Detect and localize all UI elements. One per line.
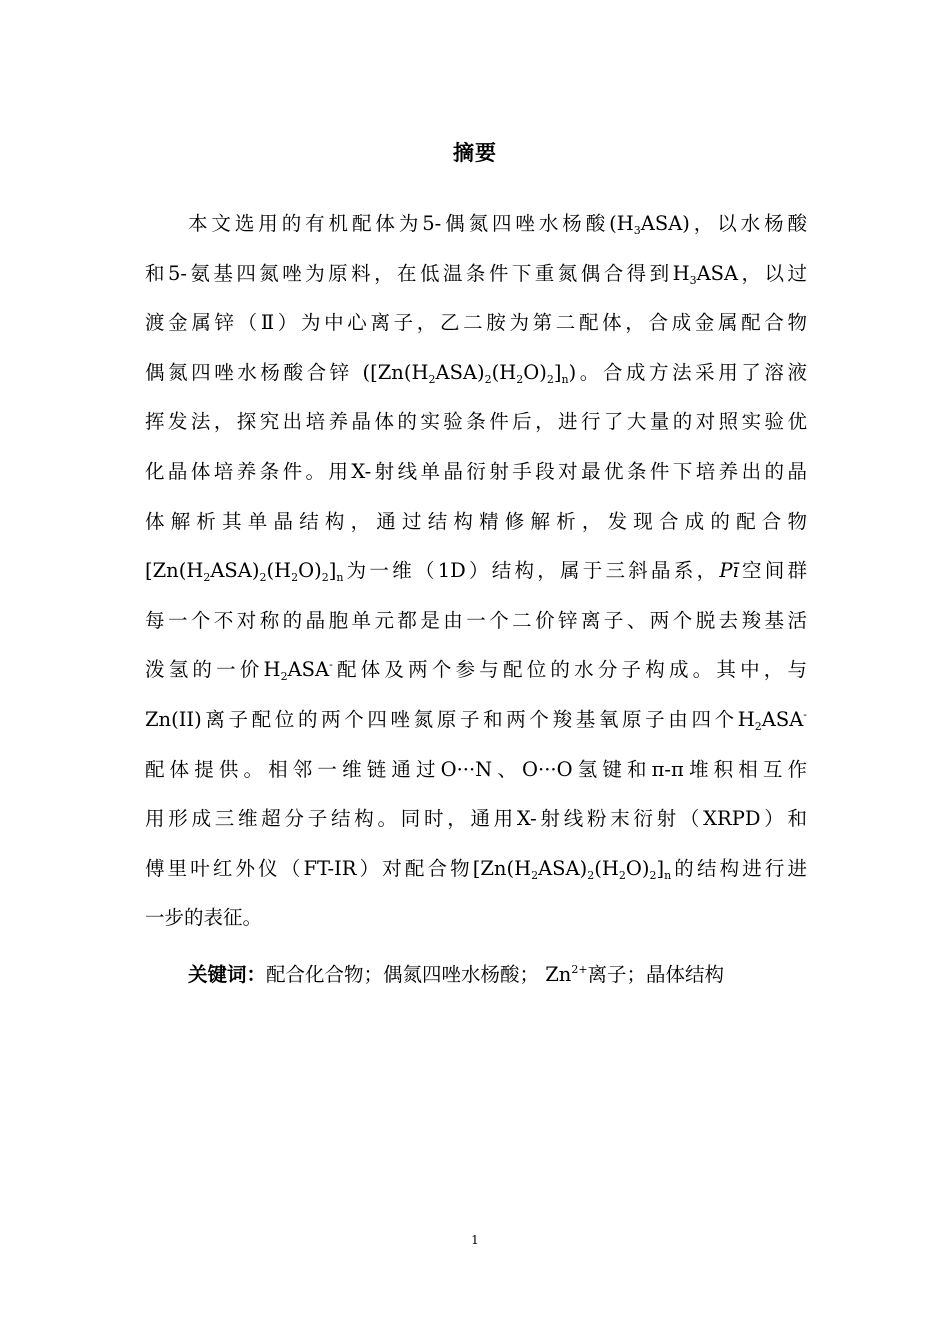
- text-run: ASA): [538, 856, 588, 880]
- text-run: (H: [491, 360, 517, 384]
- text-run: ASA): [435, 360, 485, 384]
- subscript: 2: [321, 571, 329, 585]
- abstract-line: [145, 546, 807, 596]
- subscript: 2: [618, 868, 626, 882]
- text-run: ASA: [761, 707, 804, 731]
- abstract-line: 配体提供。相邻一维链通过O···N、O···O氢键和π-π堆积相互作: [145, 757, 807, 781]
- text-run: ]: [553, 360, 562, 384]
- page-number: 1: [471, 1233, 479, 1247]
- subscript: 2: [428, 372, 436, 386]
- space-group-symbol: ī: [732, 559, 739, 583]
- abstract-line: [145, 695, 807, 745]
- subscript: 2: [280, 670, 288, 684]
- abstract-line: [145, 249, 807, 299]
- text-run: 泼氢的一价H: [145, 658, 281, 682]
- text-run: 偶氮四唑水杨酸合锌 ([Zn(H: [145, 360, 429, 384]
- text-run: O): [523, 360, 547, 384]
- keywords-line: [188, 950, 828, 1000]
- abstract-line: 化晶体培养条件。用X-射线单晶衍射手段对最优条件下培养出的晶: [145, 459, 807, 483]
- keywords-text: 配合化合物；偶氮四唑水杨酸； Zn: [266, 963, 572, 986]
- text-run: 的结构进行进: [671, 856, 807, 880]
- text-run: ASA: [287, 658, 330, 682]
- text-run: (H: [594, 856, 619, 880]
- subscript: 3: [633, 224, 641, 237]
- text-run: 和5-氨基四氮唑为原料，在低温条件下重氮偶合得到H: [145, 261, 690, 285]
- text-run: (H: [266, 559, 292, 583]
- text-run: 空间群: [738, 559, 807, 583]
- text-run: O): [625, 856, 650, 880]
- text-run: O): [298, 559, 322, 583]
- abstract-line: 每一个不对称的晶胞单元都是由一个二价锌离子、两个脱去羧基活: [145, 608, 807, 632]
- keywords-label: 关键词：: [188, 963, 267, 986]
- abstract-line: 一步的表征。: [145, 906, 263, 930]
- text-run: Zn(II)离子配位的两个四唑氮原子和两个羧基氧原子由四个H: [145, 707, 755, 731]
- text-run: 配体及两个参与配位的水分子构成。其中，与: [332, 658, 807, 682]
- page-title: 摘要: [453, 141, 497, 165]
- abstract-line: [145, 348, 807, 398]
- subscript: 2: [587, 868, 595, 882]
- subscript: n: [664, 868, 672, 882]
- subscript: n: [561, 372, 569, 386]
- subscript: 2: [203, 571, 211, 585]
- subscript: 3: [689, 273, 697, 287]
- subscript: 2: [291, 571, 299, 585]
- text-run: [Zn(H: [145, 559, 204, 583]
- text-run: ASA)，以水杨酸: [640, 212, 808, 235]
- superscript: 2+: [571, 963, 588, 976]
- subscript: 2: [754, 719, 762, 733]
- text-run: ASA，以过: [696, 261, 807, 285]
- subscript: 2: [259, 571, 267, 585]
- text-run: 傅里叶红外仪（FT-IR）对配合物[Zn(H: [145, 856, 532, 880]
- abstract-line: 体解析其单晶结构，通过结构精修解析，发现合成的配合物: [145, 509, 807, 533]
- superscript: -: [803, 707, 807, 721]
- subscript: 2: [516, 372, 524, 386]
- subscript: 2: [649, 868, 657, 882]
- abstract-line: 用形成三维超分子结构。同时，通用X-射线粉末衍射（XRPD）和: [145, 807, 807, 831]
- abstract-line: 渡金属锌（Ⅱ）为中心离子，乙二胺为第二配体，合成金属配合物: [145, 311, 807, 335]
- text-run: ASA): [210, 559, 260, 583]
- text-run: ]: [656, 856, 665, 880]
- abstract-body: [145, 199, 807, 943]
- subscript: 2: [546, 372, 554, 386]
- text-run: ]: [328, 559, 337, 583]
- subscript: n: [336, 571, 344, 585]
- text-run: 为一维（1D）结构，属于三斜晶系，: [343, 559, 720, 583]
- superscript: -: [329, 658, 333, 672]
- abstract-line: [145, 645, 807, 695]
- abstract-line: [145, 844, 807, 894]
- abstract-line: 挥发法，探究出培养晶体的实验条件后，进行了大量的对照实验优: [145, 410, 807, 434]
- text-run: 本文选用的有机配体为5-偶氮四唑水杨酸(H: [188, 212, 634, 235]
- subscript: 2: [484, 372, 492, 386]
- text-run: )。合成方法采用了溶液: [568, 360, 808, 384]
- abstract-line: [145, 199, 807, 249]
- keywords-text: 离子；晶体结构: [587, 963, 725, 986]
- space-group-symbol: P: [719, 559, 733, 583]
- subscript: 2: [531, 868, 539, 882]
